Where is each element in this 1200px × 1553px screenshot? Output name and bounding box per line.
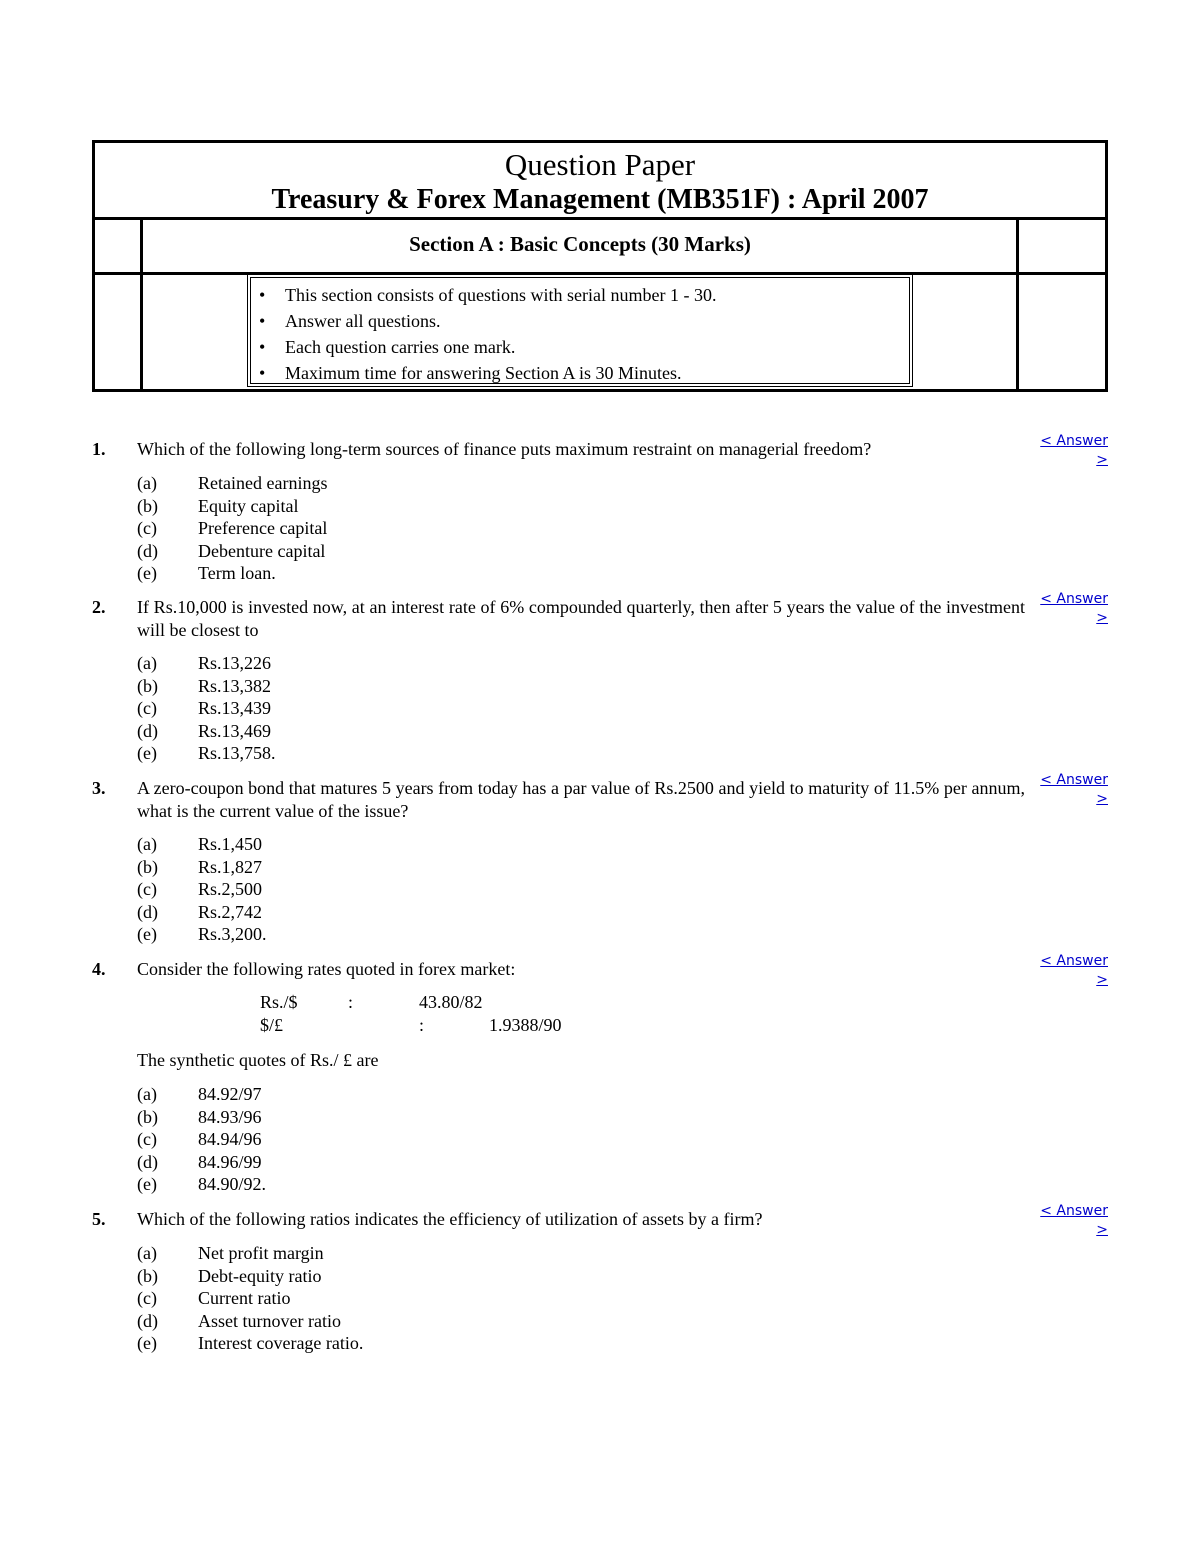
options-list	[137, 1083, 266, 1196]
option-label: (b)	[137, 675, 158, 696]
instruction-text: Each question carries one mark.	[285, 337, 516, 357]
question-text: If Rs.10,000 is invested now, at an interest rate of 6% compounded quarterly, then after 5 years the value of the investment will be closest to	[137, 597, 1025, 640]
option-label: (c)	[137, 1129, 157, 1150]
question-text: A zero-coupon bond that matures 5 years from today has a par value of Rs.2500 and yield to maturity of 11.5% per annum, what is the current value of the issue?	[137, 778, 1025, 821]
option-item	[137, 901, 267, 924]
option-item	[137, 675, 276, 698]
option-text: Rs.13,439	[198, 698, 272, 719]
option-item	[137, 1128, 266, 1151]
option-text: Debt-equity ratio	[198, 1265, 322, 1286]
option-text: Preference capital	[198, 518, 328, 539]
instruction-text: Maximum time for answering Section A is 30 Minutes.	[285, 363, 682, 383]
answer-link[interactable]	[1018, 590, 1108, 628]
option-item	[137, 1151, 266, 1174]
title-row	[95, 143, 1105, 220]
section-row	[95, 220, 1105, 275]
answer-link[interactable]	[1018, 1202, 1108, 1240]
option-item	[137, 856, 267, 879]
option-label: (c)	[137, 698, 157, 719]
option-text: Retained earnings	[198, 473, 328, 493]
option-item	[137, 652, 276, 675]
option-item	[137, 697, 276, 720]
option-label: (c)	[137, 1288, 157, 1309]
answer-link-line2[interactable]: >	[1096, 610, 1108, 626]
rate-separator: :	[348, 992, 354, 1012]
instruction-item	[259, 282, 909, 308]
option-item	[137, 878, 267, 901]
page-title: Question Paper	[504, 147, 696, 182]
instructions-list	[251, 278, 909, 386]
option-label: (d)	[137, 540, 158, 561]
option-text: Rs.13,758.	[198, 743, 276, 764]
option-text: 84.93/96	[198, 1106, 262, 1127]
answer-link-line2[interactable]: >	[1096, 1222, 1108, 1238]
option-item	[137, 1242, 363, 1265]
option-item	[137, 540, 327, 563]
answer-link-line1[interactable]: < Answer	[1040, 1203, 1108, 1219]
option-text: Rs.3,200.	[198, 924, 267, 945]
option-label: (a)	[137, 653, 157, 673]
answer-link[interactable]	[1018, 771, 1108, 809]
option-label: (d)	[137, 901, 158, 922]
option-label: (e)	[137, 924, 157, 945]
option-label: (e)	[137, 1174, 157, 1195]
option-label: (b)	[137, 856, 158, 877]
rate-pair: Rs./$	[260, 992, 298, 1012]
question-number: 4.	[92, 959, 106, 979]
answer-link[interactable]	[1018, 952, 1108, 990]
bullet-icon: •	[259, 285, 266, 305]
option-label: (b)	[137, 1265, 158, 1286]
instruction-item	[259, 334, 909, 360]
option-text: Current ratio	[198, 1288, 291, 1309]
bullet-icon: •	[259, 363, 266, 383]
option-text: Rs.13,469	[198, 720, 272, 741]
question-text: Which of the following ratios indicates the efficiency of utilization of assets by a firm?	[137, 1209, 763, 1229]
question-text: Which of the following long-term sources of finance puts maximum restraint on managerial freedom?	[137, 439, 872, 459]
option-label: (a)	[137, 473, 157, 493]
section-title: Section A : Basic Concepts (30 Marks)	[409, 232, 751, 256]
option-item	[137, 923, 267, 946]
option-label: (c)	[137, 879, 157, 900]
option-label: (a)	[137, 1084, 157, 1104]
option-text: Interest coverage ratio.	[198, 1333, 364, 1354]
option-label: (d)	[137, 720, 158, 741]
instructions-box	[247, 274, 913, 387]
answer-link-line2[interactable]: >	[1096, 791, 1108, 807]
answer-link-line1[interactable]: < Answer	[1040, 433, 1108, 449]
option-item	[137, 833, 267, 856]
options-list	[137, 472, 327, 585]
question-number: 2.	[92, 597, 106, 617]
option-item	[137, 562, 327, 585]
options-list	[137, 833, 267, 946]
option-item	[137, 1083, 266, 1106]
answer-link-line1[interactable]: < Answer	[1040, 591, 1108, 607]
option-text: Debenture capital	[198, 540, 326, 561]
rate-value: 1.9388/90	[489, 1015, 562, 1035]
question-text: Consider the following rates quoted in forex market:	[137, 959, 516, 979]
option-text: Term loan.	[198, 563, 276, 584]
option-text: Equity capital	[198, 495, 299, 516]
question-number: 5.	[92, 1209, 106, 1229]
option-label: (b)	[137, 1106, 158, 1127]
rate-separator: :	[419, 1015, 425, 1035]
option-item	[137, 1106, 266, 1129]
column-divider-right	[1016, 220, 1019, 389]
answer-link-line2[interactable]: >	[1096, 452, 1108, 468]
option-item	[137, 472, 327, 495]
option-text: Net profit margin	[198, 1243, 324, 1263]
option-label: (b)	[137, 495, 158, 516]
header-box	[92, 140, 1108, 392]
option-text: Asset turnover ratio	[198, 1310, 341, 1331]
answer-link-line1[interactable]: < Answer	[1040, 772, 1108, 788]
option-label: (d)	[137, 1151, 158, 1172]
option-text: Rs.13,382	[198, 675, 272, 696]
option-label: (a)	[137, 1243, 157, 1263]
column-divider-left	[140, 220, 143, 389]
bullet-icon: •	[259, 311, 266, 331]
option-text: 84.92/97	[198, 1084, 262, 1104]
instruction-item	[259, 360, 909, 386]
option-text: 84.90/92.	[198, 1174, 267, 1195]
instruction-item	[259, 308, 909, 334]
option-label: (d)	[137, 1310, 158, 1331]
instruction-text: This section consists of questions with serial number 1 - 30.	[285, 285, 717, 305]
option-text: Rs.2,742	[198, 901, 263, 922]
option-text: Rs.1,450	[198, 834, 263, 854]
option-text: 84.94/96	[198, 1129, 262, 1150]
question-number: 1.	[92, 439, 106, 459]
options-list	[137, 652, 276, 765]
option-label: (e)	[137, 1333, 157, 1354]
option-item	[137, 1287, 363, 1310]
option-label: (e)	[137, 563, 157, 584]
question-number: 3.	[92, 778, 106, 798]
option-item	[137, 1265, 363, 1288]
option-label: (e)	[137, 743, 157, 764]
question-subtext: The synthetic quotes of Rs./ £ are	[137, 1050, 379, 1070]
option-label: (a)	[137, 834, 157, 854]
options-list	[137, 1242, 363, 1355]
instruction-text: Answer all questions.	[285, 311, 441, 331]
option-text: Rs.2,500	[198, 879, 263, 900]
bullet-icon: •	[259, 337, 266, 357]
answer-link[interactable]	[1018, 432, 1108, 470]
option-label: (c)	[137, 518, 157, 539]
option-item	[137, 1173, 266, 1196]
option-item	[137, 495, 327, 518]
option-text: 84.96/99	[198, 1151, 262, 1172]
paper-subtitle: Treasury & Forex Management (MB351F) : April 2007	[271, 184, 929, 215]
option-item	[137, 1332, 363, 1355]
option-item	[137, 720, 276, 743]
option-item	[137, 742, 276, 765]
answer-link-line1[interactable]: < Answer	[1040, 953, 1108, 969]
answer-link-line2[interactable]: >	[1096, 972, 1108, 988]
option-text: Rs.13,226	[198, 653, 272, 673]
option-item	[137, 1310, 363, 1333]
option-text: Rs.1,827	[198, 856, 263, 877]
rate-pair: $/£	[260, 1015, 284, 1035]
option-item	[137, 517, 327, 540]
rate-value: 43.80/82	[419, 992, 483, 1012]
